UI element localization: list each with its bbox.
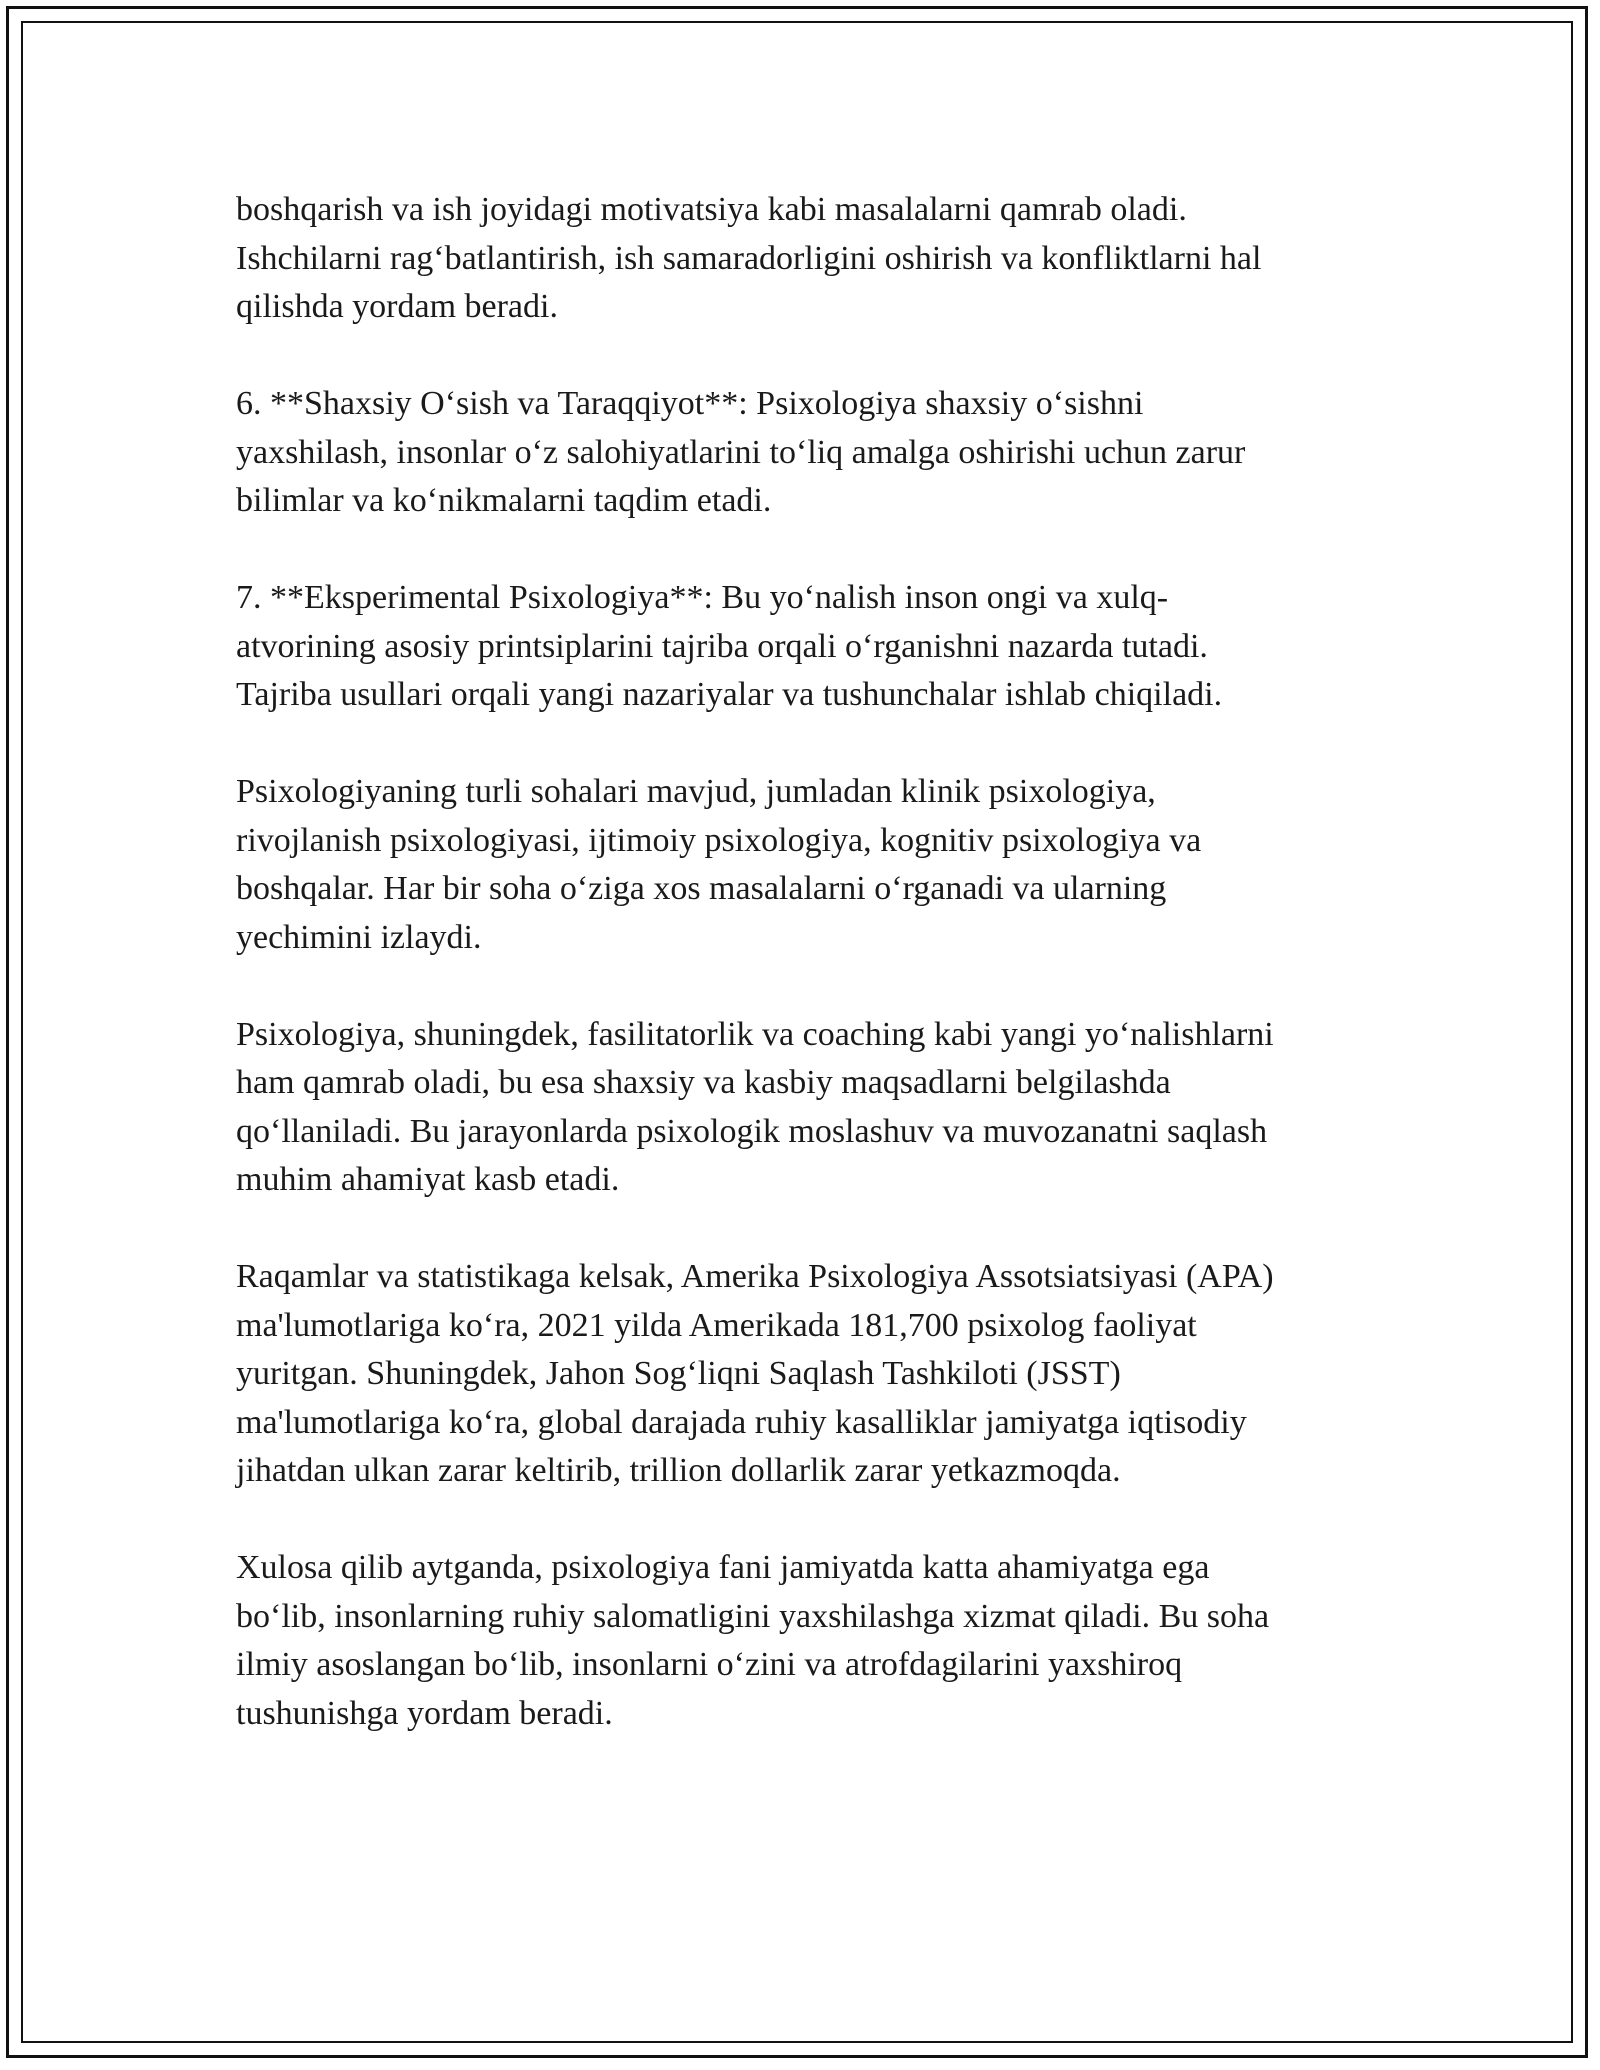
paragraph-conclusion: Xulosa qilib aytganda, psixologiya fani jamiyatda katta ahamiyatga ega bo‘lib, insonlarning ruhiy salomatligini yaxshilashga xizmat qiladi. Bu soha ilmiy asoslangan bo‘lib, insonlarni o‘zini va atrofdagilarini yaxshiroq tushunishga yordam beradi. (236, 1549, 1270, 1732)
paragraph-motivation: boshqarish va ish joyidagi motivatsiya kabi masalalarni qamrab oladi. Ishchilarni rag‘batlantirish, ish samaradorligini oshirish va konfliktlarni hal qilishda yordam beradi. (236, 191, 1262, 325)
paragraph-coaching: Psixologiya, shuningdek, fasilitatorlik va coaching kabi yangi yo‘nalishlarni ham qamrab oladi, bu esa shaxsiy va kasbiy maqsadlarni belgilashda qo‘llaniladi. Bu jarayonlarda psixologik moslashuv va muvozanatni saqlash muhim ahamiyat kasb etadi. (236, 1015, 1274, 1198)
paragraph-personal-growth: 6. **Shaxsiy O‘sish va Taraqqiyot**: Psixologiya shaxsiy o‘sishni yaxshilash, insonlar o‘z salohiyatlarini to‘liq amalga oshirishi uchun zarur bilimlar va ko‘nikmalarni taqdim etadi. (236, 385, 1246, 519)
document-body (236, 186, 1386, 1787)
paragraph-experimental-psychology: 7. **Eksperimental Psixologiya**: Bu yo‘nalish inson ongi va xulq- atvorining asosiy printsiplarini tajriba orqali o‘rganishni nazarda tutadi. Tajriba usullari orqali yangi nazariyalar va tushunchalar ishlab chiqiladi. (236, 579, 1223, 713)
paragraph-statistics: Raqamlar va statistikaga kelsak, Amerika Psixologiya Assotsiatsiyasi (APA) ma'lumotlariga ko‘ra, 2021 yilda Amerikada 181,700 psixolog faoliyat yuritgan. Shuningdek, Jahon Sog‘liqni Saqlash Tashkiloti (JSST) ma'lumotlariga ko‘ra, global darajada ruhiy kasalliklar jamiyatga iqtisodiy jihatdan ulkan zarar keltirib, trillion dollarlik zarar yetkazmoqda. (236, 1258, 1274, 1489)
paragraph-psychology-fields: Psixologiyaning turli sohalari mavjud, jumladan klinik psixologiya, rivojlanish psixologiyasi, ijtimoiy psixologiya, kognitiv psixologiya va boshqalar. Har bir soha o‘ziga xos masalalarni o‘rganadi va ularning yechimini izlaydi. (236, 773, 1202, 956)
